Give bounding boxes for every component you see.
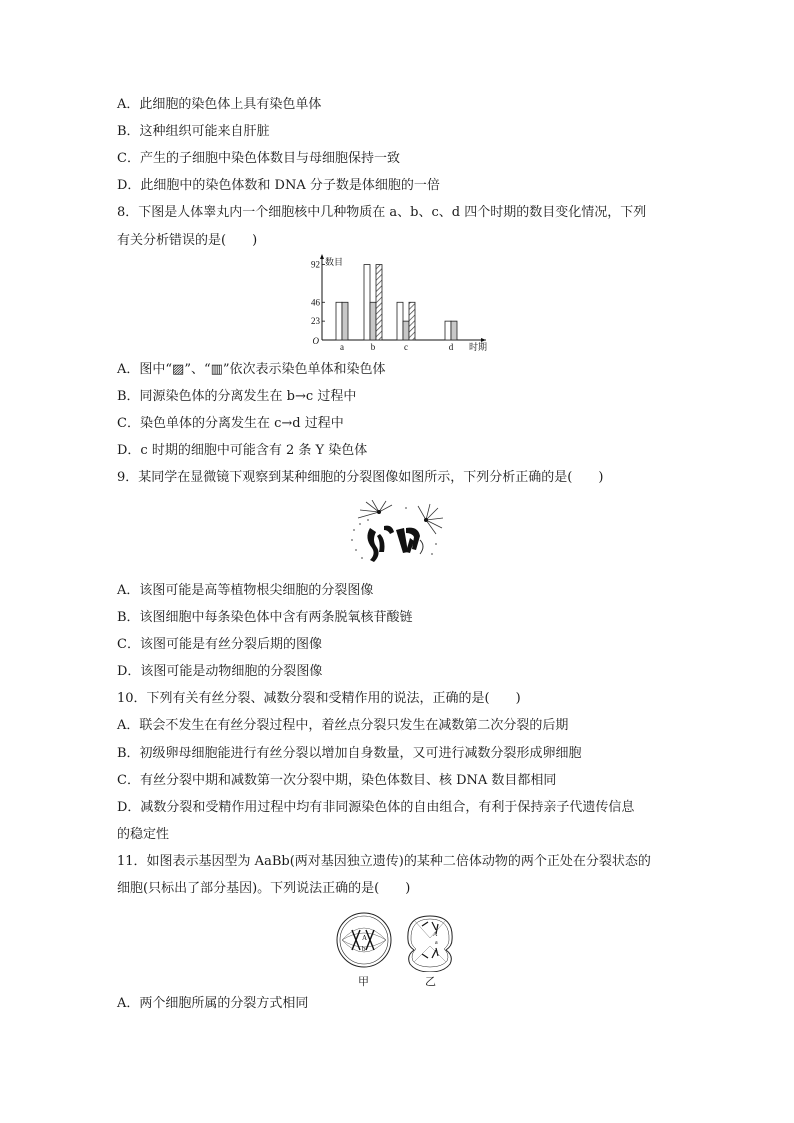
y-tick-label: 23	[311, 316, 320, 327]
q8-option-d: D．c 时期的细胞中可能含有 2 条 Y 染色体	[117, 443, 368, 458]
chart-svg	[300, 254, 500, 354]
q7-option-d: D．此细胞中的染色体数和 DNA 分子数是体细胞的一倍	[117, 178, 440, 193]
q9-option-a: A．该图可能是高等植物根尖细胞的分裂图像	[117, 583, 374, 598]
bar-c-plain	[397, 302, 403, 340]
q9-cell-figure	[346, 500, 446, 566]
svg-text:A: A	[433, 932, 438, 938]
q11-cells-figure	[334, 910, 464, 972]
bar-a-gray	[342, 302, 348, 340]
fig11-label-jia: 甲	[358, 975, 369, 988]
q10-option-b: B．初级卵母细胞能进行有丝分裂以增加自身数量，又可进行减数分裂形成卵细胞	[117, 746, 582, 761]
q8-bar-chart	[300, 254, 500, 354]
q8-stem-line2: 有关分析错误的是( )	[117, 233, 258, 248]
bar-c-hatched	[409, 302, 415, 340]
y-axis-arrow	[320, 254, 324, 259]
bar-c-gray	[403, 321, 409, 340]
q8-option-b: B．同源染色体的分离发生在 b→c 过程中	[117, 389, 357, 404]
q11-stem-line2: 细胞(只标出了部分基因)。下列说法正确的是( )	[117, 881, 411, 896]
x-tick-label: d	[448, 342, 454, 352]
q10-option-c: C．有丝分裂中期和减数第一次分裂中期，染色体数目、核 DNA 数目都相同	[117, 773, 557, 788]
x-tick-label: b	[370, 342, 376, 352]
bar-d-plain	[445, 321, 451, 340]
bar-d-gray	[451, 321, 457, 340]
y-axis-title: 数目	[325, 257, 344, 267]
x-axis-title: 时期	[468, 342, 487, 352]
q7-option-c: C．产生的子细胞中染色体数目与母细胞保持一致	[117, 151, 400, 166]
q10-option-a: A．联会不发生在有丝分裂过程中，着丝点分裂只发生在减数第二次分裂的后期	[117, 718, 569, 733]
q10-option-d-line1: D．减数分裂和受精作用过程中均有非同源染色体的自由组合，有利于保持亲子代遗传信息	[117, 800, 635, 815]
q10-stem: 10．下列有关有丝分裂、减数分裂和受精作用的说法，正确的是( )	[117, 691, 521, 706]
q7-option-a: A．此细胞的染色体上具有染色单体	[117, 97, 322, 112]
bar-b-plain	[364, 265, 370, 340]
x-tick-label: a	[340, 342, 344, 352]
q9-option-b: B．该图细胞中每条染色体中含有两条脱氧核苷酸链	[117, 610, 413, 625]
y-tick-label: 92	[311, 259, 320, 270]
bar-b-hatched	[376, 265, 382, 340]
q7-option-b: B．这种组织可能来自肝脏	[117, 124, 270, 139]
q11-stem-line1: 11．如图表示基因型为 AaBb(两对基因独立遗传)的某种二倍体动物的两个正处在分裂状态的	[117, 854, 651, 869]
q8-stem-line1: 8．下图是人体睾丸内一个细胞核中几种物质在 a、b、c、d 四个时期的数目变化情况，下列	[117, 205, 647, 220]
q9-option-d: D．该图可能是动物细胞的分裂图像	[117, 664, 323, 679]
x-tick-label: c	[404, 342, 408, 352]
fig11-label-yi: 乙	[425, 975, 436, 988]
svg-text:A: A	[362, 934, 368, 942]
bar-b-gray	[370, 302, 376, 340]
svg-text:b: b	[362, 945, 366, 953]
q9-stem: 9．某同学在显微镜下观察到某种细胞的分裂图像如图所示，下列分析正确的是( )	[117, 470, 604, 485]
q11-option-a: A．两个细胞所属的分裂方式相同	[117, 996, 309, 1011]
q8-option-c: C．染色单体的分离发生在 c→d 过程中	[117, 416, 344, 431]
q10-option-d-line2: 的稳定性	[117, 827, 170, 842]
q9-option-c: C．该图可能是有丝分裂后期的图像	[117, 637, 322, 652]
q8-option-a: A．图中“▨”、“▥”依次表示染色单体和染色体	[117, 362, 386, 377]
origin-label: O	[312, 336, 319, 346]
bar-a-plain	[336, 302, 342, 340]
svg-text:a: a	[435, 940, 438, 946]
y-tick-label: 46	[311, 297, 320, 308]
